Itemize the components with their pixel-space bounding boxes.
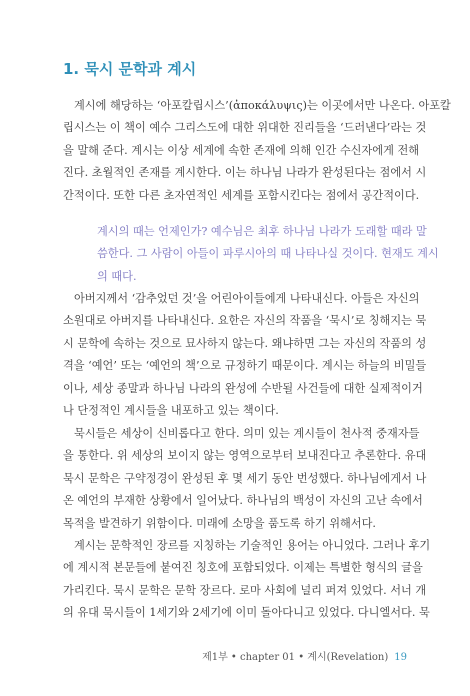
text-line: 온 예언의 부재한 상황에서 일어났다. 하나님의 백성이 자신의 고난 속에서: [63, 494, 423, 508]
body-paragraph-2: [63, 288, 427, 422]
text-line: 립시스는 이 책이 예수 그리스도에 대한 위대한 진리들을 ‘드러낸다’라는 것: [63, 121, 427, 135]
text-line: 목적을 발견하기 위함이다. 미래에 소망을 품도록 하기 위해서다.: [63, 516, 376, 530]
quote-line: 의 때다.: [97, 269, 137, 283]
page-footer: [202, 648, 407, 663]
text-line: 가리킨다. 묵시 문학은 문학 장르다. 로마 사회에 널리 퍼져 있었다. 서너 개: [63, 583, 427, 597]
text-line: 계시는 문학적인 장르를 지칭하는 기술적인 용어는 아니었다. 그러나 후기: [74, 539, 431, 552]
text-line: 시 문학에 속하는 것으로 묘사하지 않는다. 왜냐하면 그는 자신의 작품의 성: [63, 336, 427, 350]
text-line: 을 말해 준다. 계시는 이상 세계에 속한 존재에 의해 인간 수신자에게 전해: [63, 143, 420, 157]
text-line: 아버지께서 ‘감추었던 것’을 어린아이들에게 나타내신다. 아들은 자신의: [74, 292, 420, 305]
body-paragraph-3: [63, 423, 427, 535]
body-paragraph-4: [63, 535, 431, 625]
text-line: 에 계시적 본문들에 붙여진 칭호에 포함되었다. 이제는 특별한 형식의 글을: [63, 561, 423, 575]
text-line: 격을 ‘예언’ 또는 ‘예언의 책’으로 규정하기 때문이다. 계시는 하늘의 비밀들: [63, 359, 427, 373]
quote-line: 계시의 때는 언제인가? 예수님은 최후 하나님 나라가 도래할 때라 말: [97, 225, 427, 238]
text-line: 묵시 문학은 구약정경이 완성된 후 몇 세기 동안 번성했다. 하나님에게서 나: [63, 471, 427, 485]
text-line: 을 통한다. 위 세상의 보이지 않는 영역으로부터 보내진다고 추론한다. 유대: [63, 449, 427, 463]
text-line: 간적이다. 또한 다른 초자연적인 세계를 포함시킨다는 점에서 공간적이다.: [63, 188, 420, 202]
page-number: 19: [394, 652, 407, 663]
highlighted-quote: [97, 221, 439, 288]
text-line: 소원대로 아버지를 나타내신다. 요한은 자신의 작품을 ‘묵시’로 칭해지는 묵: [63, 314, 427, 328]
quote-line: 씀한다. 그 사람이 아들이 파루시아의 때 나타나실 것이다. 현재도 계시: [97, 247, 439, 261]
text-line: 이나, 세상 종말과 하나님 나라의 완성에 수반될 사건들에 대한 실제적이거: [63, 381, 423, 395]
text-line: 묵시들은 세상이 신비롭다고 한다. 의미 있는 계시들이 천사적 중재자들: [74, 427, 420, 440]
text-line: 의 유대 묵시들이 1세기와 2세기에 이미 돌아다니고 있었다. 다니엘서다. 묵: [63, 606, 430, 620]
text-line: 진다. 초월적인 존재를 계시한다. 이는 하나님 나라가 완성된다는 점에서 시: [63, 166, 427, 180]
text-line: 나 단정적인 계시들을 내포하고 있는 책이다.: [63, 404, 279, 418]
section-heading: 1. 묵시 문학과 계시: [63, 60, 197, 78]
text-line: 계시에 해당하는 ‘아포칼립시스’(ἀποκάλυψις)는 이곳에서만 나온다. 아포칼: [74, 99, 451, 112]
body-paragraph-1: [63, 95, 451, 207]
running-footer-text: 제1부 • chapter 01 • 계시(Revelation): [202, 652, 389, 663]
